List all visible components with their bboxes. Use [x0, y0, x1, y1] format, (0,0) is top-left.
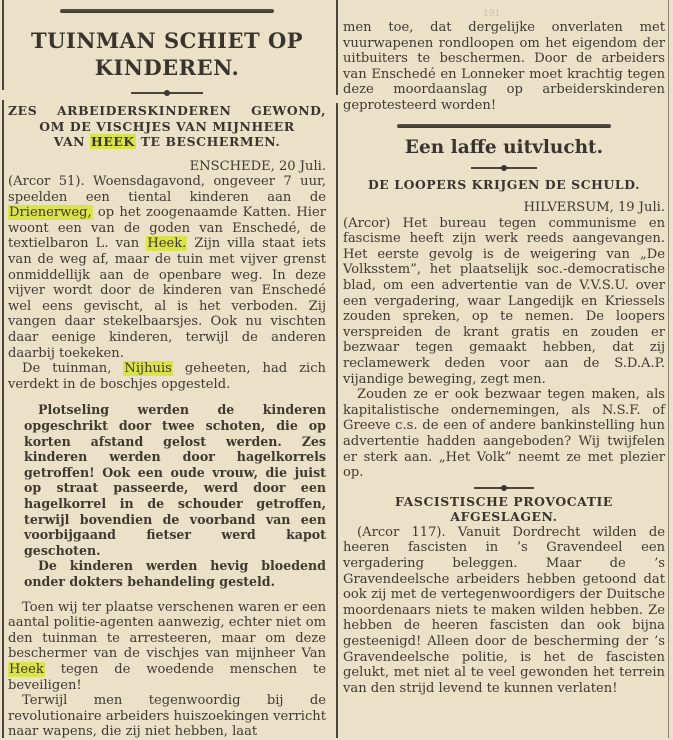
highlighted-term: Heek.: [147, 236, 187, 252]
dateline: HILVERSUM, 19 Juli.: [523, 200, 665, 216]
continuation-paragraph: men toe, dat dergelijke onverlaten met vuurwapenen rondloopen om het eigendom der uitbuiters te beschermen. Door de arbeiders van Enschedé en Lonneker moet krachtig tegen deze moordaanslag op arbeiderskinderen geprotesteerd worden!: [343, 20, 665, 113]
right-column: [343, 0, 665, 696]
paragraph: Terwijl men tegenwoordig bij de revolutionaire arbeiders huiszoekingen verricht naar wapens, die zij niet hebben, laat: [8, 693, 326, 740]
paragraph: De tuinman, Nijhuis geheeten, had zich verdekt in de boschjes opgesteld.: [8, 361, 326, 392]
ornament-rule: [131, 92, 203, 94]
article-subheadline: DE LOOPERS KRIJGEN DE SCHULD.: [367, 176, 641, 192]
top-rule: [60, 9, 274, 13]
article-headline: Een laffe uitvlucht.: [404, 136, 604, 158]
bold-paragraph: Plotseling werden de kinderen opgeschrikt door twee schoten, die op korten afstand gelost werden. Zes kinderen werden door hagelkorrels getroffen! Ook een oude vrouw, die juist op straat passeerde, werd door een hagelkorrel in de schouder getroffen, terwijl bovendien de voorband van een voorbijgaand fietser werd kapot geschoten.: [24, 402, 326, 558]
paragraph: (Arcor 51). Woensdagavond, ongeveer 7 uur, speelden een tiental kinderen aan de Drienerweg, op het zoogenaamde Katten. Hier woont een van de goden van Enschedé, de textielbaron L. van Heek. Zijn villa staat iets van de weg af, maar de tuin met vijver grenst onmiddellijk aan de openbare weg. In deze vijver wordt door de kinderen van Enschedé wel eens gevischt, al is het verboden. Zij vangen daar stekelbaarsjes. Ook nu vischten daar eenige kinderen, terwijl de anderen daarbij toekeken.: [8, 174, 327, 361]
dateline: ENSCHEDE, 20 Juli.: [189, 158, 326, 174]
left-border-rule: [2, 0, 4, 90]
highlighted-term: HEEK: [91, 134, 135, 149]
column-divider-rule-lower: [336, 103, 338, 738]
paragraph: Zouden ze er ook bezwaar tegen maken, als kapitalistische ondernemingen, als N.S.F. of Greeve c.s. de een of andere bankinstelling hun advertentie hadden aangeboden? Wij twijfelen er sterk aan. „Het Volk” neemt ze met plezier op.: [343, 387, 665, 481]
paragraph: (Arcor 117). Vanuit Dordrecht wilden de heeren fascisten in ’s Gravendeel een vergadering beleggen. Maar de ’s Gravendeelsche arbeiders hebben getoond dat ook zij met de vertegenwoordigers der Duitsche moordenaars niets te maken wilden hebben. Ze hebben de heeren fascisten dan ook bijna gesteenigd! Alleen door de bescherming der ’s Gravendeelsche politie, is het de fascisten gelukt, met niet al te veel gewonden het terrein van den strijd levend te kunnen verlaten!: [343, 524, 665, 696]
left-border-rule-lower: [2, 100, 4, 738]
ornament-rule: [474, 487, 534, 489]
article-subheadline: FASCISTISCHE PROVOCATIE AFGESLAGEN.: [395, 493, 613, 525]
bleed-through-mark: 191: [483, 9, 501, 19]
headline: TUINMAN SCHIET OP KINDEREN.: [30, 28, 304, 80]
ornament-rule: [471, 167, 537, 169]
article-tuinman-schiet: [8, 0, 326, 740]
bold-paragraph: De kinderen werden hevig bloedend onder dokters behandeling gesteld.: [24, 558, 326, 589]
highlighted-term: Nijhuis: [124, 361, 172, 377]
right-border-rule: [668, 0, 669, 738]
column-divider-rule: [336, 0, 338, 95]
section-rule: [397, 124, 611, 128]
highlighted-term: Drienerweg,: [9, 205, 92, 221]
paragraph: (Arcor) Het bureau tegen communisme en fascisme heeft zijn werk reeds aangevangen. Het eerste gevolg is de weigering van „De Volksstem”, het plaatselijk soc.-democratische blad, om een advertentie van de V.V.S.U. over een vergadering, waar Langedijk en Kriessels zouden spreken, op te nemen. De loopers verspreiden de krant gratis en zouden er bezwaar tegen gemaakt hebben, dat zij reclamewerk deden voor aan de S.D.A.P. vijandige beweging, zegt men.: [343, 215, 665, 387]
subheadline: ZES ARBEIDERSKINDEREN GEWOND, OM DE VISCHJES VAN MIJNHEER VAN HEEK TE BESCHERMEN.: [8, 103, 326, 149]
highlighted-term: Heek: [9, 661, 44, 677]
paragraph: Toen wij ter plaatse verschenen waren er een aantal politie-agenten aanwezig, echter niet om den tuinman te arresteeren, maar om deze beschermer van de vischjes van mijnheer Van Heek tegen de woedende menschen te beveiligen!: [8, 599, 326, 693]
